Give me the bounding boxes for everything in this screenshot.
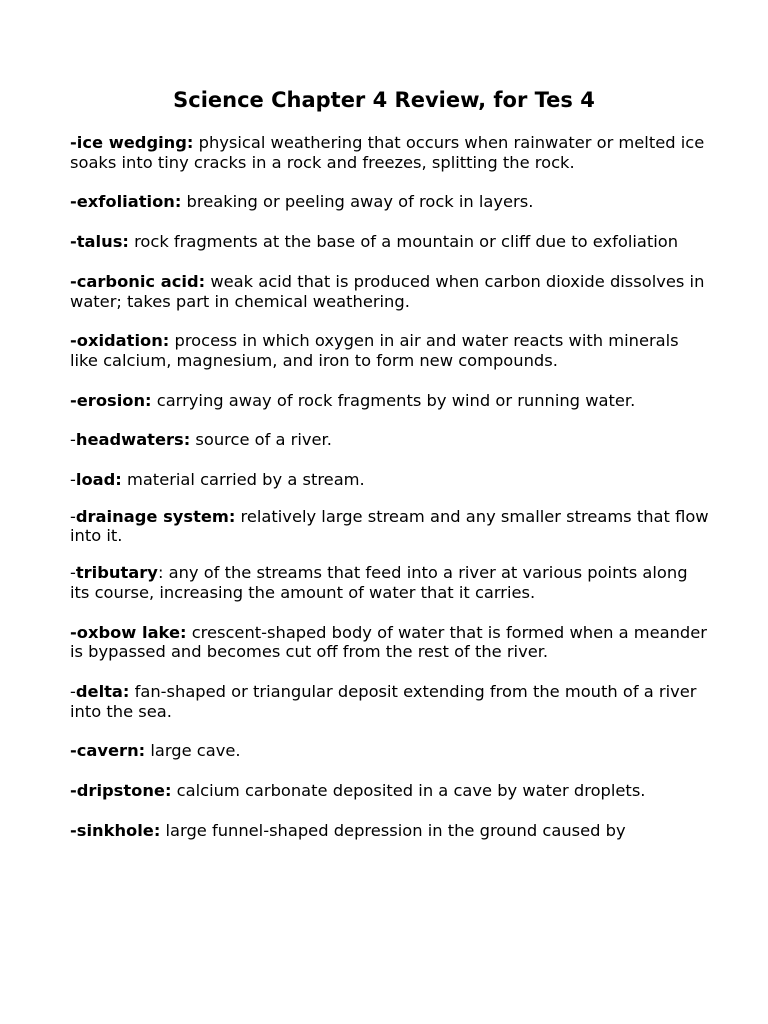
entry-definition: weak acid that is produced when carbon dioxide dissolves in water; takes part in chemical weathering. <box>70 271 705 311</box>
entry-term: tributary <box>75 563 158 583</box>
glossary-entry <box>70 192 710 212</box>
entry-term: -erosion: <box>70 390 152 410</box>
glossary-entry <box>70 331 710 370</box>
entry-term: -sinkhole: <box>70 820 161 840</box>
glossary-entry <box>70 232 710 252</box>
entry-term: -carbonic acid: <box>70 271 206 291</box>
entry-term: -oxbow lake: <box>70 622 187 642</box>
glossary-entry <box>70 563 710 602</box>
glossary-list <box>70 133 710 860</box>
entry-term: load: <box>75 470 122 490</box>
entry-definition: breaking or peeling away of rock in layers. <box>181 192 534 212</box>
glossary-entry <box>70 391 710 411</box>
entry-prefix: - <box>70 506 76 526</box>
entry-definition: calcium carbonate deposited in a cave by water droplets. <box>171 781 646 801</box>
entry-definition: : any of the streams that feed into a river at various points along its course, increasing the amount of water that it carries. <box>70 563 688 602</box>
entry-definition: rock fragments at the base of a mountain or cliff due to exfoliation <box>128 232 679 252</box>
entry-term: -ice wedging: <box>70 133 194 152</box>
glossary-entry <box>70 781 710 801</box>
entry-definition: relatively large stream and any smaller streams that flow into it. <box>70 506 709 546</box>
entry-prefix: - <box>70 563 76 583</box>
entry-prefix: - <box>70 470 76 490</box>
entry-definition: physical weathering that occurs when rainwater or melted ice soaks into tiny cracks in a rock and freezes, splitting the rock. <box>70 133 705 172</box>
entry-definition: crescent-shaped body of water that is formed when a meander is bypassed and becomes cut off from the rest of the river. <box>70 622 707 662</box>
glossary-entry <box>70 272 710 311</box>
entry-term: -oxidation: <box>70 331 170 351</box>
entry-term: headwaters: <box>75 430 191 450</box>
glossary-entry <box>70 623 710 662</box>
entry-term: drainage system: <box>75 506 236 526</box>
entry-definition: source of a river. <box>190 430 332 450</box>
glossary-entry <box>70 133 710 172</box>
entry-definition: large funnel-shaped depression in the ground caused by <box>160 820 626 840</box>
entry-prefix: - <box>70 430 76 450</box>
entry-definition: process in which oxygen in air and water reacts with minerals like calcium, magnesium, and iron to form new compounds. <box>70 331 679 370</box>
glossary-entry <box>70 821 710 841</box>
entry-definition: material carried by a stream. <box>121 470 365 490</box>
glossary-entry <box>70 430 710 450</box>
entry-term: delta: <box>75 681 130 701</box>
glossary-entry <box>70 741 710 761</box>
entry-term: -cavern: <box>70 741 146 761</box>
page-title: Science Chapter 4 Review, for Tes 4 <box>173 88 595 112</box>
entry-term: -exfoliation: <box>70 192 182 212</box>
entry-term: -talus: <box>70 232 129 252</box>
entry-definition: large cave. <box>145 741 241 761</box>
entry-definition: fan-shaped or triangular deposit extending from the mouth of a river into the sea. <box>70 681 697 721</box>
glossary-entry <box>70 470 710 490</box>
entry-definition: carrying away of rock fragments by wind or running water. <box>151 390 636 410</box>
glossary-entry <box>70 682 710 721</box>
glossary-entry <box>70 507 710 546</box>
entry-prefix: - <box>70 681 76 701</box>
entry-term: -dripstone: <box>70 781 172 801</box>
